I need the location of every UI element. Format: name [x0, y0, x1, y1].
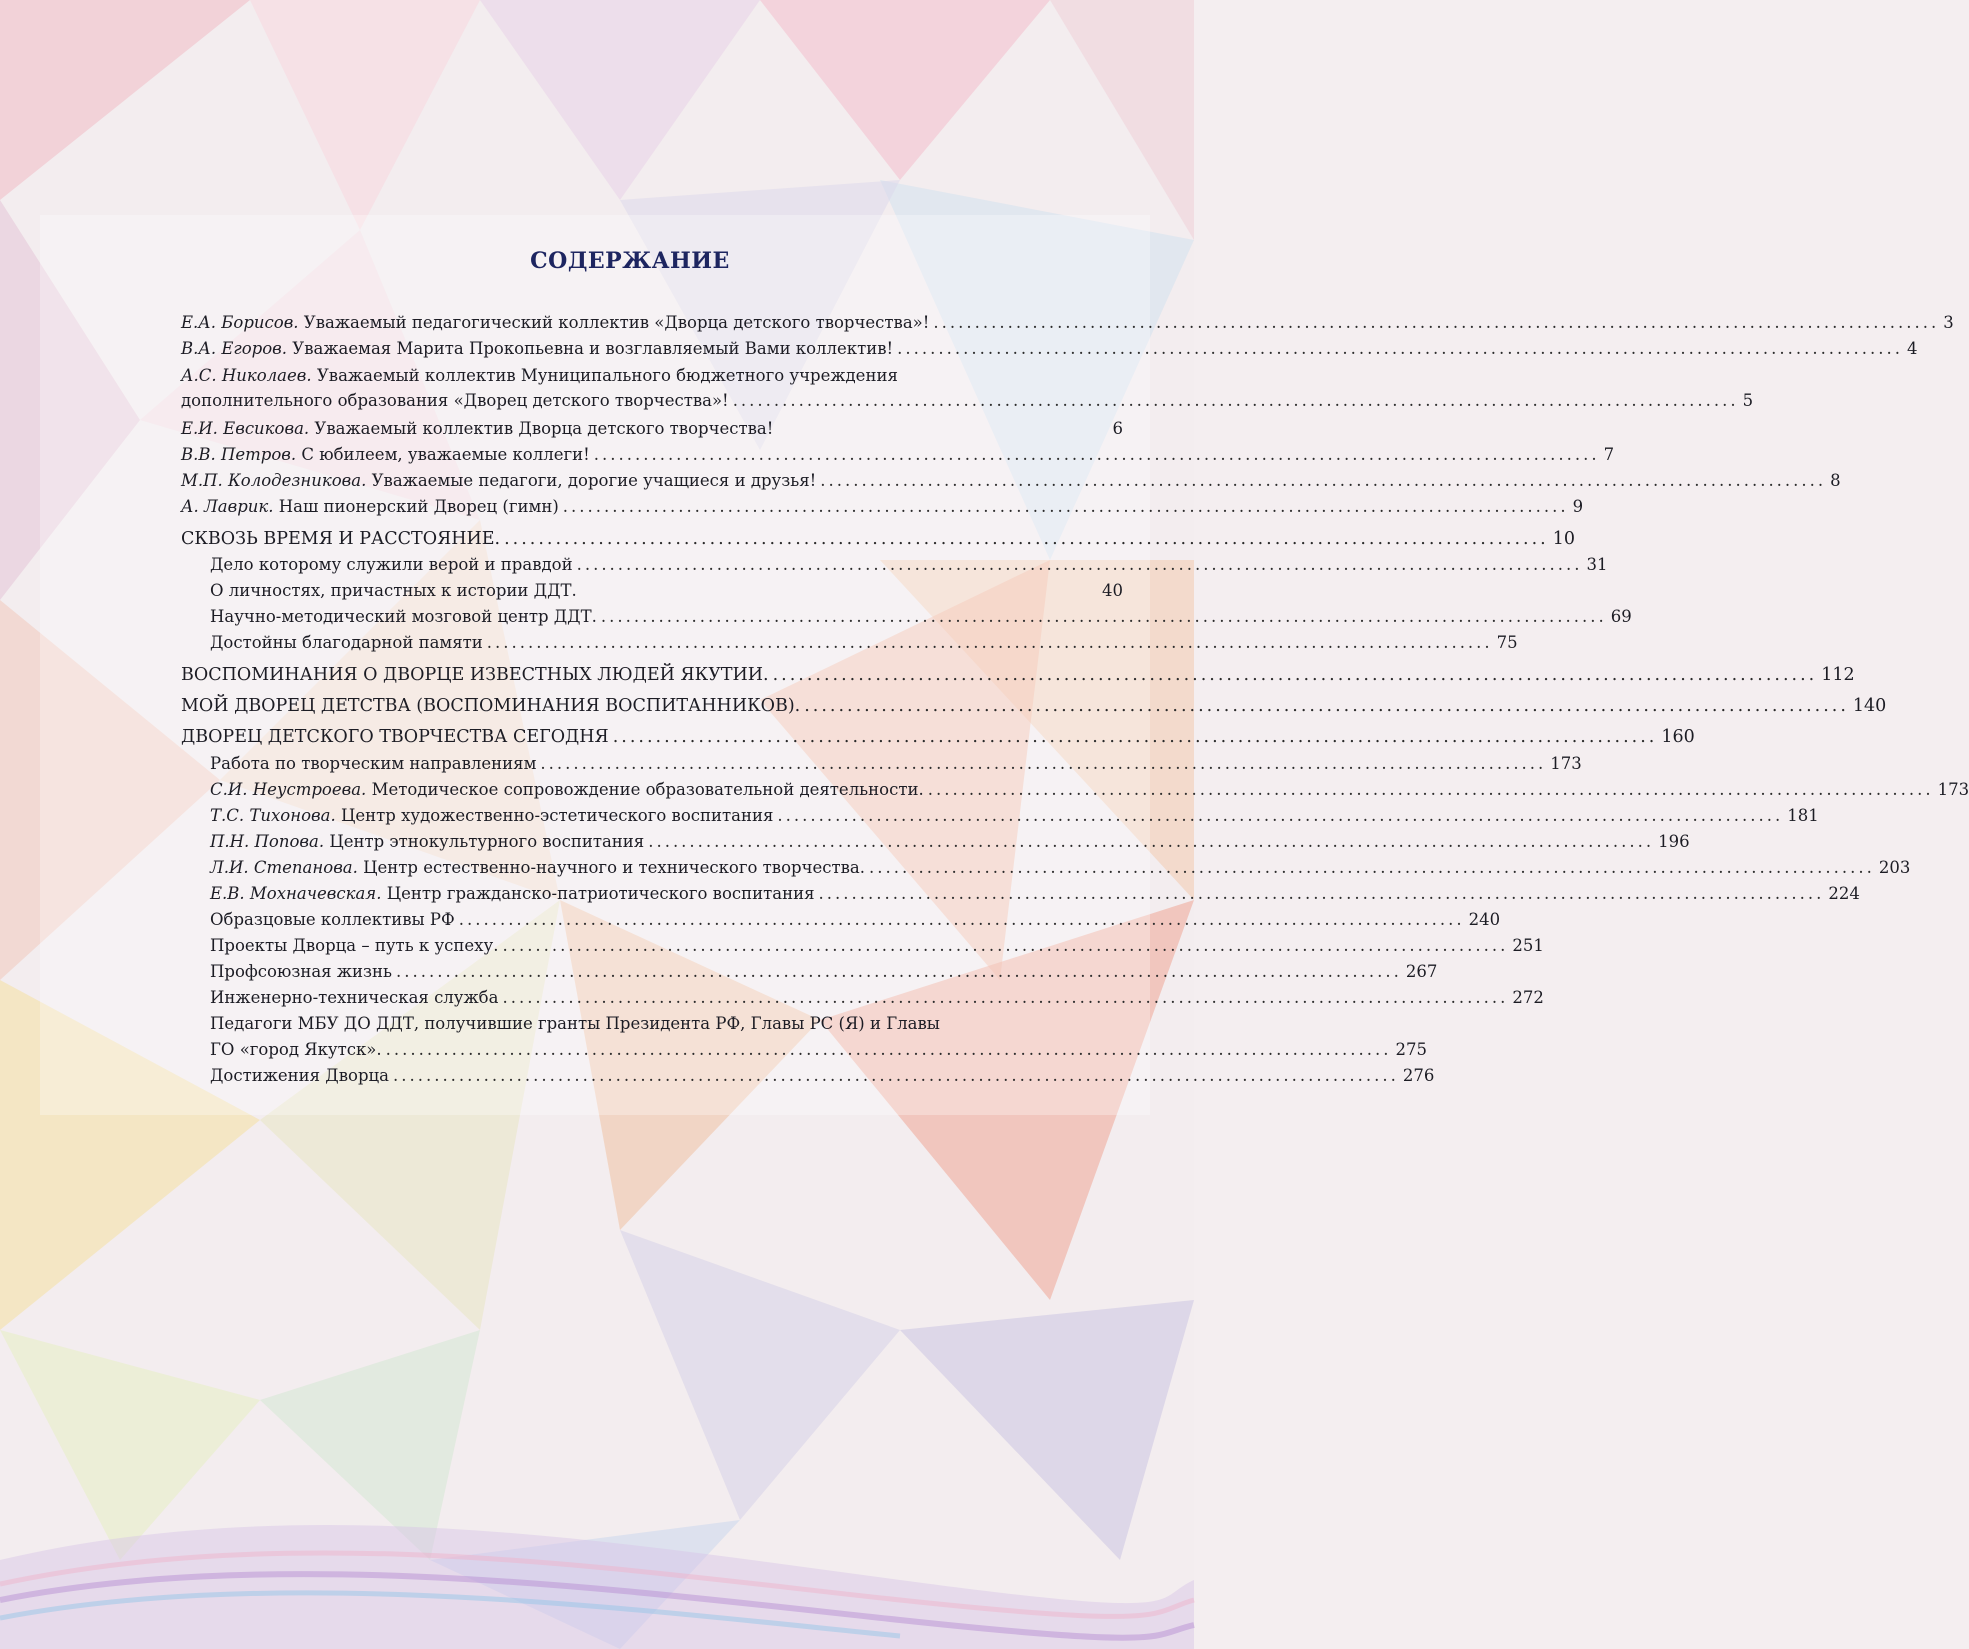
page-title: СОДЕРЖАНИЕ [530, 248, 730, 274]
toc-entry[interactable] [181, 444, 1615, 466]
subentry-title: Центр гражданско-патриотического воспитания [386, 884, 815, 903]
toc-subentry[interactable] [210, 805, 1819, 827]
toc-subentry[interactable] [210, 883, 1860, 905]
toc-subentry[interactable] [210, 987, 1544, 1009]
subentry-page: 31 [1586, 555, 1608, 574]
dot-leader: .......................................................................................................................... [458, 910, 1465, 929]
toc-subentry[interactable] [210, 779, 1969, 801]
subentry-page: 276 [1402, 1066, 1435, 1085]
dot-leader: .......................................................................................................................... [648, 832, 1655, 851]
subentry-title: Достижения Дворца [210, 1066, 389, 1085]
entry-author: Е.А. Борисов. [181, 313, 299, 332]
subentry-title: Центр естественно-научного и технического творчества. [363, 858, 866, 877]
subentry-author: С.И. Неустроева. [210, 780, 367, 799]
entry-title: Уважаемый педагогический коллектив «Дворца детского творчества»! [303, 313, 930, 332]
entry-title: Уважаемый коллектив Дворца детского творчества! [314, 419, 774, 438]
entry-title: Наш пионерский Дворец (гимн) [278, 497, 559, 516]
toc-entry[interactable] [181, 338, 1918, 360]
dot-leader: .......................................................................................................................... [540, 754, 1547, 773]
subentry-page: 224 [1828, 884, 1860, 903]
dot-leader: .......................................................................................................................... [732, 391, 1739, 410]
dot-leader: .......................................................................................................................... [502, 936, 1509, 955]
dot-leader: .......................................................................................................................... [897, 339, 1904, 358]
toc-entry-line2[interactable] [181, 390, 1754, 412]
toc-section-3[interactable] [181, 695, 1887, 717]
dot-leader: .......................................................................................................................... [820, 471, 1827, 490]
dot-leader: .......................................................................................................................... [576, 555, 1583, 574]
subentry-page: 240 [1468, 910, 1501, 929]
entry-page: 9 [1572, 497, 1584, 516]
dot-leader: .......................................................................................................................... [777, 806, 1784, 825]
entry-title: С юбилеем, уважаемые коллеги! [301, 445, 590, 464]
entry-author: А. Лаврик. [181, 497, 274, 516]
dot-leader: .......................................................................................................................... [600, 607, 1607, 626]
dot-leader: .......................................................................................................................... [612, 727, 1658, 747]
toc-subentry[interactable] [210, 606, 1632, 628]
entry-page: 4 [1907, 339, 1918, 358]
subentry-author: Е.В. Мохначевская. [210, 884, 382, 903]
subentry-title-cont: ГО «город Якутск». [210, 1040, 382, 1059]
toc-subentry[interactable] [210, 935, 1544, 957]
toc-subentry[interactable] [210, 909, 1501, 931]
section-page: 112 [1821, 665, 1855, 685]
section-page: 10 [1552, 529, 1576, 549]
dot-leader: .......................................................................................................................... [395, 962, 1402, 981]
dot-leader: .......................................................................................................................... [486, 633, 1493, 652]
subentry-page: 75 [1496, 633, 1518, 652]
entry-author: В.А. Егоров. [181, 339, 288, 358]
toc-subentry[interactable] [210, 632, 1518, 654]
entry-author: Е.И. Евсикова. [181, 419, 310, 438]
toc-entry[interactable] [181, 418, 1123, 440]
toc-subentry-line1[interactable]: Педагоги МБУ ДО ДДТ, получившие гранты Президента РФ, Главы РС (Я) и Главы [210, 1014, 940, 1033]
subentry-page: 173 [1937, 780, 1969, 799]
section-page: 140 [1852, 696, 1887, 716]
subentry-title: Образцовые коллективы РФ [210, 910, 455, 929]
toc-entry-line1[interactable] [181, 365, 898, 387]
dot-leader: .......................................................................................................................... [772, 665, 1818, 685]
toc-section-4[interactable] [181, 726, 1695, 748]
entry-author: В.В. Петров. [181, 445, 297, 464]
section-title: ВОСПОМИНАНИЯ О ДВОРЦЕ ИЗВЕСТНЫХ ЛЮДЕЙ ЯКУТИИ. [181, 665, 769, 685]
subentry-page: 267 [1405, 962, 1438, 981]
dot-leader: .......................................................................................................................... [502, 988, 1509, 1007]
subentry-author: П.Н. Попова. [210, 832, 325, 851]
section-title: ДВОРЕЦ ДЕТСКОГО ТВОРЧЕСТВА СЕГОДНЯ [181, 727, 609, 747]
dot-leader: .......................................................................................................................... [933, 313, 1940, 332]
subentry-page: 173 [1550, 754, 1582, 773]
toc-subentry[interactable] [210, 580, 1123, 602]
entry-title: Уважаемая Марита Прокопьевна и возглавляемый Вами коллектив! [292, 339, 894, 358]
subentry-title: О личностях, причастных к истории ДДТ. [210, 581, 577, 600]
toc-section-1[interactable] [181, 528, 1576, 550]
section-title: СКВОЗЬ ВРЕМЯ И РАССТОЯНИЕ. [181, 529, 501, 549]
toc-subentry[interactable] [210, 857, 1911, 879]
dot-leader: .......................................................................................................................... [869, 858, 1875, 877]
entry-page: 3 [1943, 313, 1954, 332]
entry-title: Уважаемые педагоги, дорогие учащиеся и друзья! [371, 471, 817, 490]
subentry-page: 251 [1512, 936, 1544, 955]
dot-leader: .......................................................................................................................... [927, 780, 1934, 799]
entry-page: 6 [1112, 419, 1123, 438]
entry-page: 8 [1830, 471, 1841, 490]
subentry-title: Центр этнокультурного воспитания [329, 832, 645, 851]
entry-author: А.С. Николаев. [181, 366, 312, 385]
subentry-title: Центр художественно-эстетического воспитания [340, 806, 774, 825]
toc-entry[interactable] [181, 496, 1584, 518]
dot-leader: .......................................................................................................................... [504, 529, 1549, 549]
subentry-title: Достойны благодарной памяти [210, 633, 483, 652]
toc-section-2[interactable] [181, 664, 1855, 686]
entry-page: 5 [1742, 391, 1754, 410]
dot-leader: .......................................................................................................................... [392, 1066, 1399, 1085]
toc-subentry[interactable] [210, 1065, 1435, 1087]
subentry-title: Профсоюзная жизнь [210, 962, 392, 981]
subentry-page: 69 [1610, 607, 1632, 626]
toc-subentry-line2[interactable] [210, 1039, 1428, 1061]
subentry-title: Методическое сопровождение образовательной деятельности. [371, 780, 924, 799]
subentry-page: 181 [1787, 806, 1819, 825]
toc-subentry[interactable] [210, 554, 1608, 576]
section-title: МОЙ ДВОРЕЦ ДЕТСТВА (ВОСПОМИНАНИЯ ВОСПИТАННИКОВ). [181, 696, 801, 716]
subentry-title: Работа по творческим направлениям [210, 754, 537, 773]
toc-entry[interactable] [181, 312, 1954, 334]
subentry-page: 272 [1512, 988, 1544, 1007]
entry-title: Уважаемый коллектив Муниципального бюджетного учреждения [316, 366, 898, 385]
entry-title-cont: дополнительного образования «Дворец детского творчества»! [181, 391, 729, 410]
subentry-title: Инженерно-техническая служба [210, 988, 499, 1007]
entry-page: 7 [1603, 445, 1615, 464]
toc-subentry[interactable] [210, 961, 1438, 983]
toc-entry[interactable] [181, 470, 1841, 492]
dot-leader: .......................................................................................................................... [385, 1040, 1392, 1059]
subentry-author: Т.С. Тихонова. [210, 806, 336, 825]
toc-subentry[interactable] [210, 753, 1582, 775]
subentry-page: 275 [1395, 1040, 1428, 1059]
subentry-title: Научно-методический мозговой центр ДДТ. [210, 607, 597, 626]
subentry-page: 196 [1658, 832, 1690, 851]
dot-leader: .......................................................................................................................... [562, 497, 1569, 516]
subentry-page: 40 [1102, 581, 1123, 600]
dot-leader: .......................................................................................................................... [804, 696, 1849, 716]
toc-subentry[interactable] [210, 831, 1690, 853]
subentry-author: Л.И. Степанова. [210, 858, 358, 877]
dot-leader: .......................................................................................................................... [818, 884, 1825, 903]
subentry-title: Дело которому служили верой и правдой [210, 555, 573, 574]
dot-leader: .......................................................................................................................... [593, 445, 1600, 464]
entry-author: М.П. Колодезникова. [181, 471, 367, 490]
subentry-page: 203 [1878, 858, 1911, 877]
subentry-title: Проекты Дворца – путь к успеху. [210, 936, 499, 955]
section-page: 160 [1661, 727, 1695, 747]
